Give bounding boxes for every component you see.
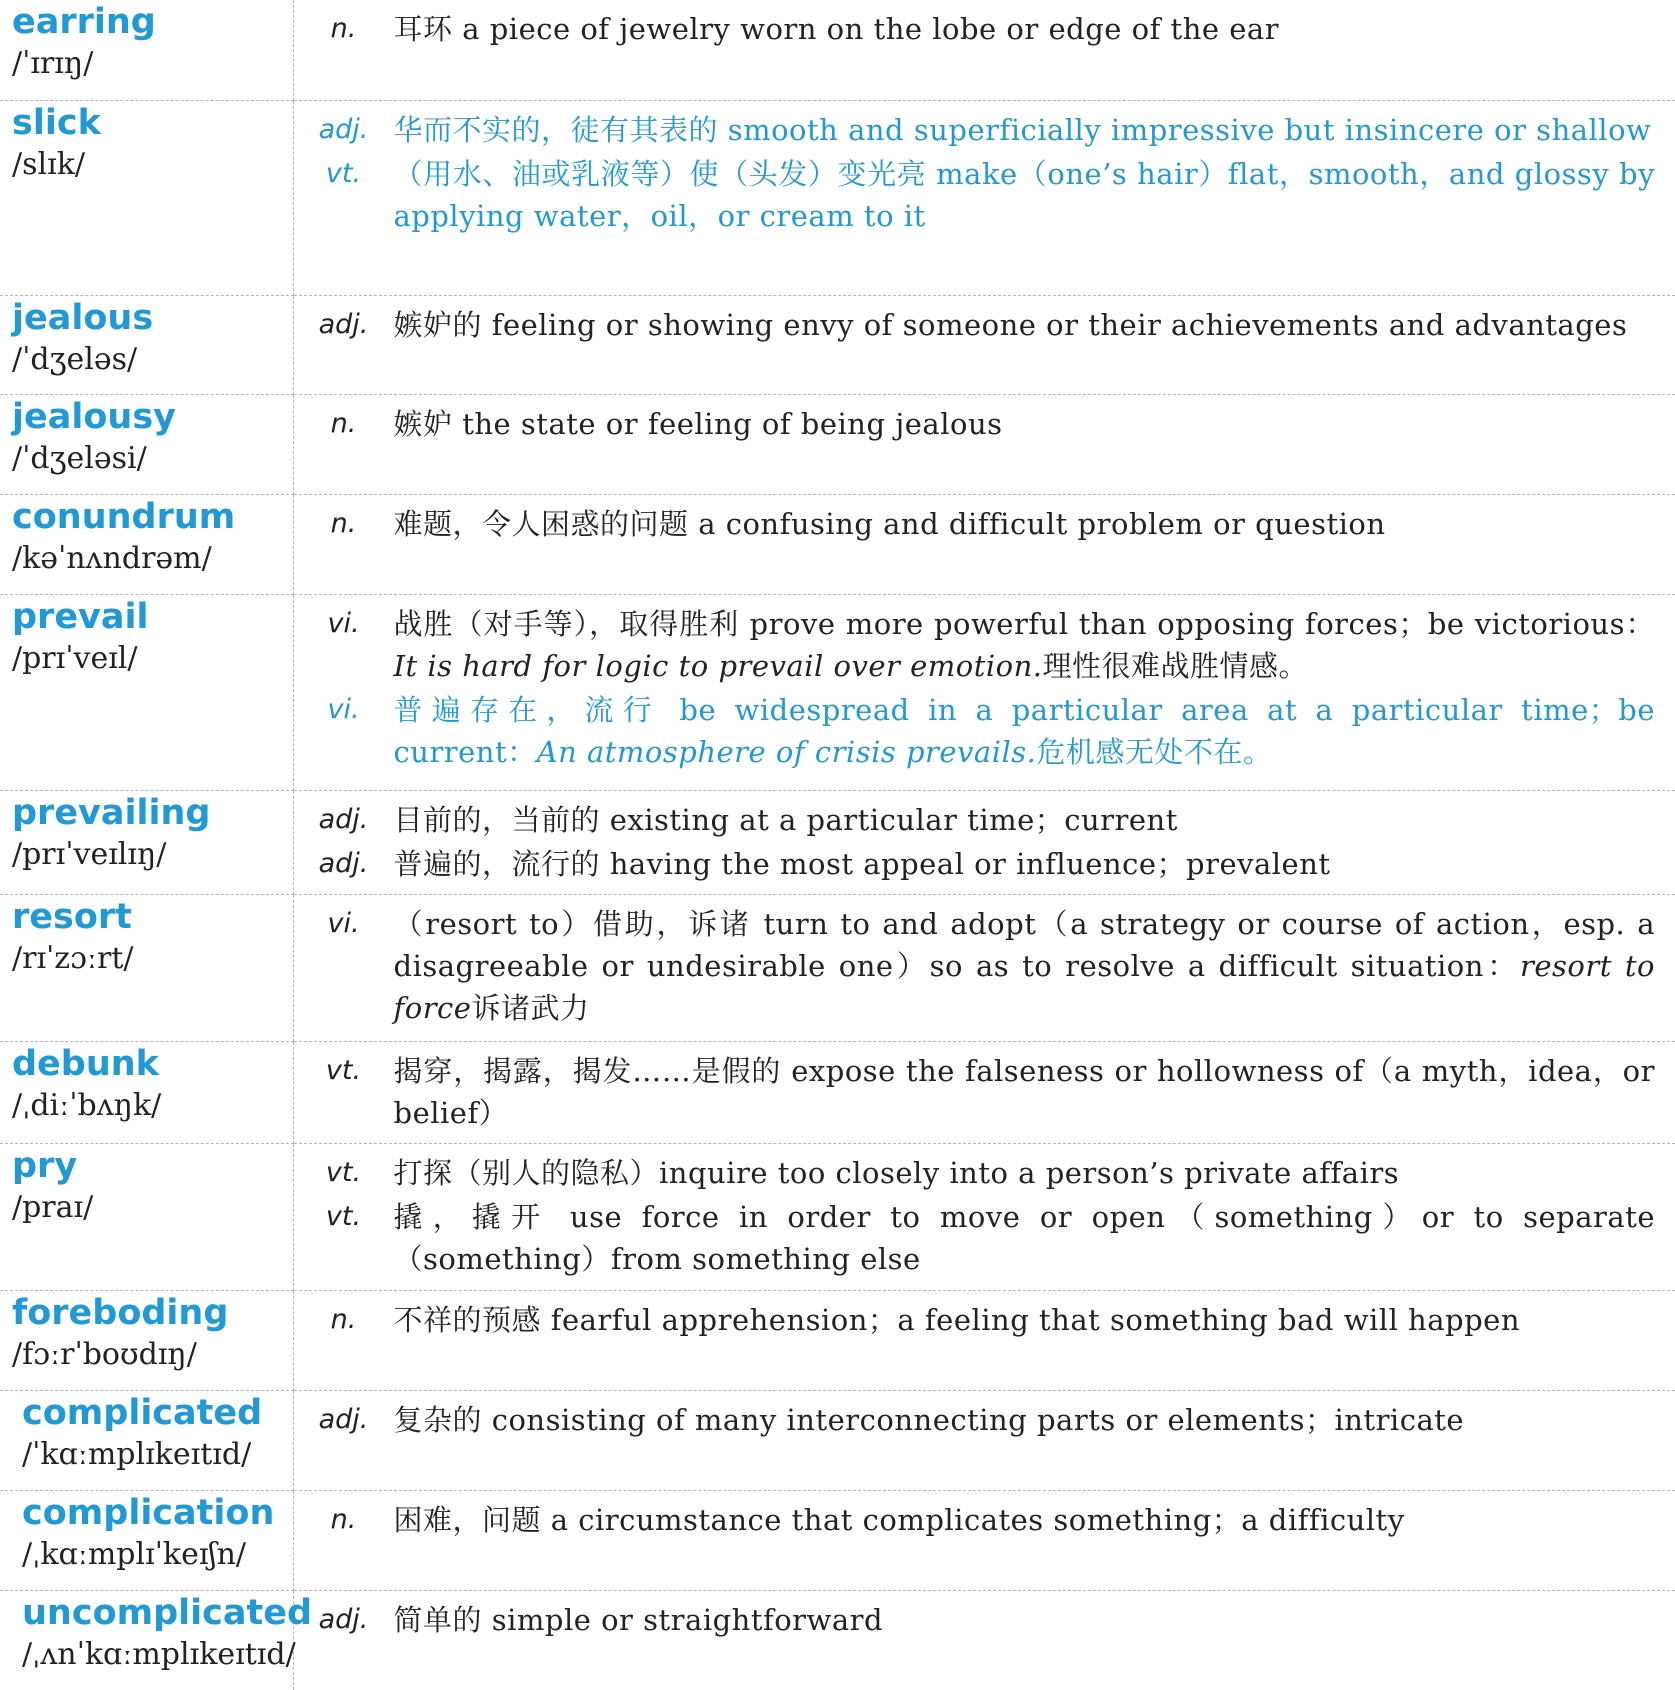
headword-cell <box>0 1290 293 1390</box>
definition-text: 打探（别人的隐私）inquire too closely into a person’s private affairs <box>394 1156 1400 1190</box>
definition-text: 嫉妒 the state or feeling of being jealous <box>394 407 1003 441</box>
entry-row <box>0 594 1675 790</box>
definition <box>394 1599 1675 1641</box>
part-of-speech: n. <box>294 403 394 445</box>
entry-row <box>0 295 1675 394</box>
definition-text: 普遍存在，流行 be widespread in a particular area at a particular time；be current： <box>394 693 1656 769</box>
entry-row <box>0 1041 1675 1143</box>
definition-cell <box>293 295 1675 394</box>
sense <box>294 603 1675 687</box>
definition <box>394 1196 1675 1280</box>
headword-cell <box>0 1390 293 1490</box>
headword-cell <box>0 1041 293 1143</box>
definition <box>394 603 1675 687</box>
definition-text: 简单的 simple or straightforward <box>394 1603 884 1637</box>
definition <box>394 503 1675 545</box>
part-of-speech: n. <box>294 1299 394 1341</box>
headword-cell <box>0 295 293 394</box>
example-sentence: resort to force <box>394 949 1656 1025</box>
part-of-speech: n. <box>294 503 394 545</box>
headword: slick <box>12 103 293 143</box>
definition-cell <box>293 494 1675 594</box>
definition <box>394 1299 1675 1341</box>
sense <box>294 689 1675 773</box>
definition <box>394 109 1675 151</box>
definition <box>394 304 1675 346</box>
definition-text: 撬，撬开 use force in order to move or open（something）or to separate（something）from something else <box>394 1200 1656 1276</box>
definition-text: 普遍的，流行的 having the most appeal or influence；prevalent <box>394 847 1331 881</box>
sense <box>294 8 1675 50</box>
definition <box>394 403 1675 445</box>
sense <box>294 403 1675 445</box>
entry-row <box>0 394 1675 494</box>
headword: resort <box>12 897 293 937</box>
entry-row <box>0 0 1675 100</box>
pronunciation: /ˌdiːˈbʌŋk/ <box>12 1086 293 1126</box>
headword: complication <box>12 1493 293 1533</box>
headword-cell <box>0 790 293 894</box>
example-translation: 理性很难战胜情感。 <box>1042 649 1308 683</box>
sense <box>294 1599 1675 1641</box>
definition-text: 不祥的预感 fearful apprehension；a feeling that something bad will happen <box>394 1303 1521 1337</box>
sense <box>294 1152 1675 1194</box>
headword: prevailing <box>12 793 293 833</box>
headword: conundrum <box>12 497 293 537</box>
part-of-speech: vt. <box>294 1152 394 1194</box>
headword: jealousy <box>12 397 293 437</box>
sense <box>294 1050 1675 1134</box>
sense <box>294 503 1675 545</box>
headword-cell <box>0 1590 293 1690</box>
part-of-speech: vi. <box>294 903 394 945</box>
definition-text: 耳环 a piece of jewelry worn on the lobe or edge of the ear <box>394 12 1280 46</box>
part-of-speech: adj. <box>294 109 394 151</box>
headword: uncomplicated <box>12 1593 293 1633</box>
example-translation: 诉诸武力 <box>471 991 589 1025</box>
definition-text: 嫉妒的 feeling or showing envy of someone or their achievements and advantages <box>394 308 1628 342</box>
definition-text: （resort to）借助，诉诸 turn to and adopt（a strategy or course of action，esp. a disagreeable or undesirable one）so as to resolve a difficult situation： <box>394 907 1656 983</box>
part-of-speech: vt. <box>294 153 394 195</box>
headword-cell <box>0 894 293 1041</box>
headword: complicated <box>12 1393 293 1433</box>
definition-cell <box>293 1590 1675 1690</box>
definition <box>394 1399 1675 1441</box>
headword-cell <box>0 100 293 295</box>
part-of-speech: vi. <box>294 603 394 645</box>
part-of-speech: adj. <box>294 843 394 885</box>
sense <box>294 1196 1675 1280</box>
sense <box>294 843 1675 885</box>
definition <box>394 1050 1675 1134</box>
headword: foreboding <box>12 1293 293 1333</box>
sense <box>294 1499 1675 1541</box>
definition-cell <box>293 1490 1675 1590</box>
part-of-speech: vt. <box>294 1196 394 1238</box>
part-of-speech: n. <box>294 8 394 50</box>
definition-cell <box>293 1390 1675 1490</box>
example-sentence: An atmosphere of crisis prevails. <box>537 735 1037 769</box>
headword-cell <box>0 594 293 790</box>
sense <box>294 109 1675 151</box>
pronunciation: /praɪ/ <box>12 1188 293 1228</box>
sense <box>294 304 1675 346</box>
definition <box>394 799 1675 841</box>
headword-cell <box>0 494 293 594</box>
headword-cell <box>0 1143 293 1290</box>
definition <box>394 153 1675 237</box>
definition-text: 揭穿，揭露，揭发……是假的 expose the falseness or hollowness of（a myth，idea，or belief） <box>394 1054 1656 1130</box>
headword: jealous <box>12 298 293 338</box>
example-translation: 危机感无处不在。 <box>1036 735 1272 769</box>
headword-cell <box>0 394 293 494</box>
definition <box>394 1152 1675 1194</box>
headword: debunk <box>12 1044 293 1084</box>
definition-cell <box>293 790 1675 894</box>
pronunciation: /slɪk/ <box>12 145 293 185</box>
pronunciation: /ˌʌnˈkɑːmplɪkeɪtɪd/ <box>12 1635 293 1675</box>
definition-text: 难题，令人困惑的问题 a confusing and difficult problem or question <box>394 507 1386 541</box>
pronunciation: /ˈɪrɪŋ/ <box>12 44 293 84</box>
headword: prevail <box>12 597 293 637</box>
pronunciation: /prɪˈveɪlɪŋ/ <box>12 835 293 875</box>
pronunciation: /ˌkɑːmplɪˈkeɪʃn/ <box>12 1535 293 1575</box>
definition <box>394 689 1675 773</box>
definition-text: 战胜（对手等），取得胜利 prove more powerful than opposing forces；be victorious： <box>394 607 1656 641</box>
headword-cell <box>0 0 293 100</box>
entry-row <box>0 1490 1675 1590</box>
definition-cell <box>293 1143 1675 1290</box>
part-of-speech: adj. <box>294 304 394 346</box>
headword: earring <box>12 2 293 42</box>
headword: pry <box>12 1146 293 1186</box>
entry-row <box>0 100 1675 295</box>
pronunciation: /rɪˈzɔːrt/ <box>12 939 293 979</box>
entry-row <box>0 1390 1675 1490</box>
part-of-speech: adj. <box>294 1599 394 1641</box>
definition-cell <box>293 594 1675 790</box>
part-of-speech: vt. <box>294 1050 394 1092</box>
definition <box>394 8 1675 50</box>
entry-row <box>0 790 1675 894</box>
definition-cell <box>293 394 1675 494</box>
entry-row <box>0 494 1675 594</box>
pronunciation: /kəˈnʌndrəm/ <box>12 539 293 579</box>
pronunciation: /ˈdʒeləs/ <box>12 340 293 380</box>
headword-cell <box>0 1490 293 1590</box>
entry-row <box>0 1590 1675 1690</box>
sense <box>294 799 1675 841</box>
part-of-speech: adj. <box>294 1399 394 1441</box>
pronunciation: /ˈdʒeləsi/ <box>12 439 293 479</box>
pronunciation: /fɔːrˈboʊdɪŋ/ <box>12 1335 293 1375</box>
sense <box>294 903 1675 1029</box>
definition-text: （用水、油或乳液等）使（头发）变光亮 make（one’s hair）flat，smooth，and glossy by applying water，oil，or cream to it <box>394 157 1656 233</box>
pronunciation: /prɪˈveɪl/ <box>12 639 293 679</box>
definition-cell <box>293 1290 1675 1390</box>
definition-text: 困难，问题 a circumstance that complicates something；a difficulty <box>394 1503 1405 1537</box>
definition-text: 复杂的 consisting of many interconnecting parts or elements；intricate <box>394 1403 1465 1437</box>
entry-row <box>0 1143 1675 1290</box>
part-of-speech: vi. <box>294 689 394 731</box>
pronunciation: /ˈkɑːmplɪkeɪtɪd/ <box>12 1435 293 1475</box>
entry-row <box>0 1290 1675 1390</box>
definition-cell <box>293 0 1675 100</box>
definition-cell <box>293 894 1675 1041</box>
definition <box>394 843 1675 885</box>
definition-cell <box>293 1041 1675 1143</box>
part-of-speech: n. <box>294 1499 394 1541</box>
entry-row <box>0 894 1675 1041</box>
example-sentence: It is hard for logic to prevail over emotion. <box>394 649 1043 683</box>
definition-text: 目前的，当前的 existing at a particular time；current <box>394 803 1178 837</box>
sense <box>294 1299 1675 1341</box>
definition <box>394 903 1675 1029</box>
definition-cell <box>293 100 1675 295</box>
definition-text: 华而不实的，徒有其表的 smooth and superficially impressive but insincere or shallow <box>394 113 1652 147</box>
sense <box>294 153 1675 237</box>
sense <box>294 1399 1675 1441</box>
definition <box>394 1499 1675 1541</box>
part-of-speech: adj. <box>294 799 394 841</box>
